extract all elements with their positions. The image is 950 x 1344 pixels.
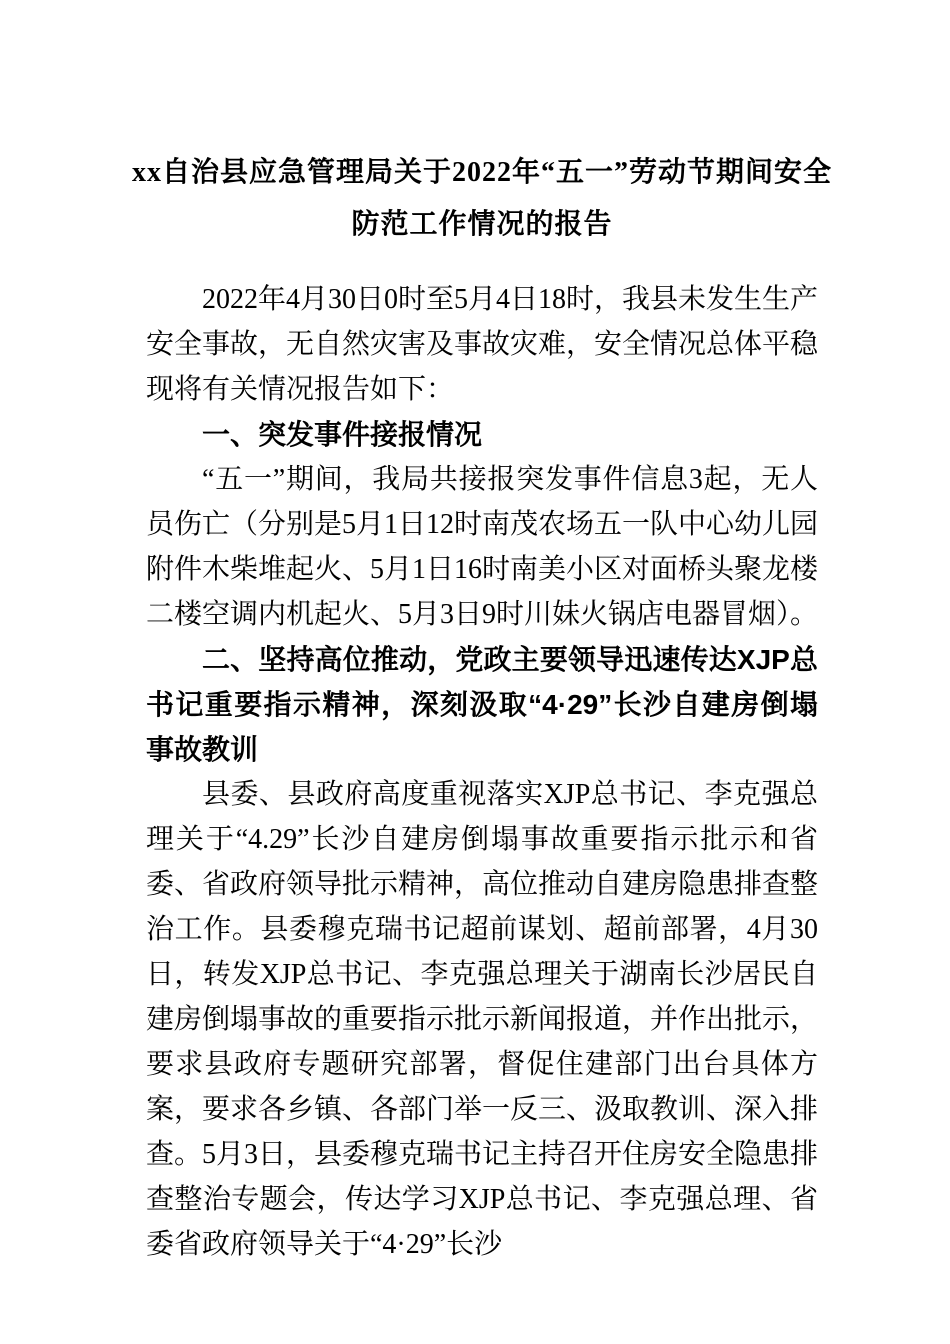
document-title [132, 147, 833, 251]
intro-paragraph: 2022年4月30日0时至5月4日18时，我县未发生生产安全事故，无自然灾害及事故灾难，安全情况总体平稳现将有关情况报告如下： [146, 284, 819, 405]
document-title-line-2: 防范工作情况的报告 [351, 209, 613, 240]
section-1-heading: 一、突发事件接报情况 [202, 419, 483, 450]
document-title-line-1: xx自治县应急管理局关于2022年“五一”劳动节期间安全 [132, 157, 833, 188]
section-1-paragraph: “五一”期间，我局共接报突发事件信息3起，无人员伤亡（分别是5月1日12时南茂农场五一队中心幼儿园附件木柴堆起火、5月1日16时南美小区对面桥头聚龙楼二楼空调内机起火、5月3日9时川妹火锅店电器冒烟）。 [146, 464, 819, 630]
section-2-heading: 二、坚持高位推动，党政主要领导迅速传达XJP总书记重要指示精神，深刻汲取“4·29”长沙自建房倒塌事故教训 [146, 644, 818, 765]
section-2-paragraph: 县委、县政府高度重视落实XJP总书记、李克强总理关于“4.29”长沙自建房倒塌事故重要指示批示和省委、省政府领导批示精神，高位推动自建房隐患排查整治工作。县委穆克瑞书记超前谋划、超前部署，4月30日，转发XJP总书记、李克强总理关于湖南长沙居民自建房倒塌事故的重要指示批示新闻报道，并作出批示，要求县政府专题研究部署，督促住建部门出台具体方案，要求各乡镇、各部门举一反三、汲取教训、深入排查。5月3日，县委穆克瑞书记主持召开住房安全隐患排查整治专题会，传达学习XJP总书记、李克强总理、省委省政府领导关于“4·29”长沙 [146, 779, 819, 1260]
